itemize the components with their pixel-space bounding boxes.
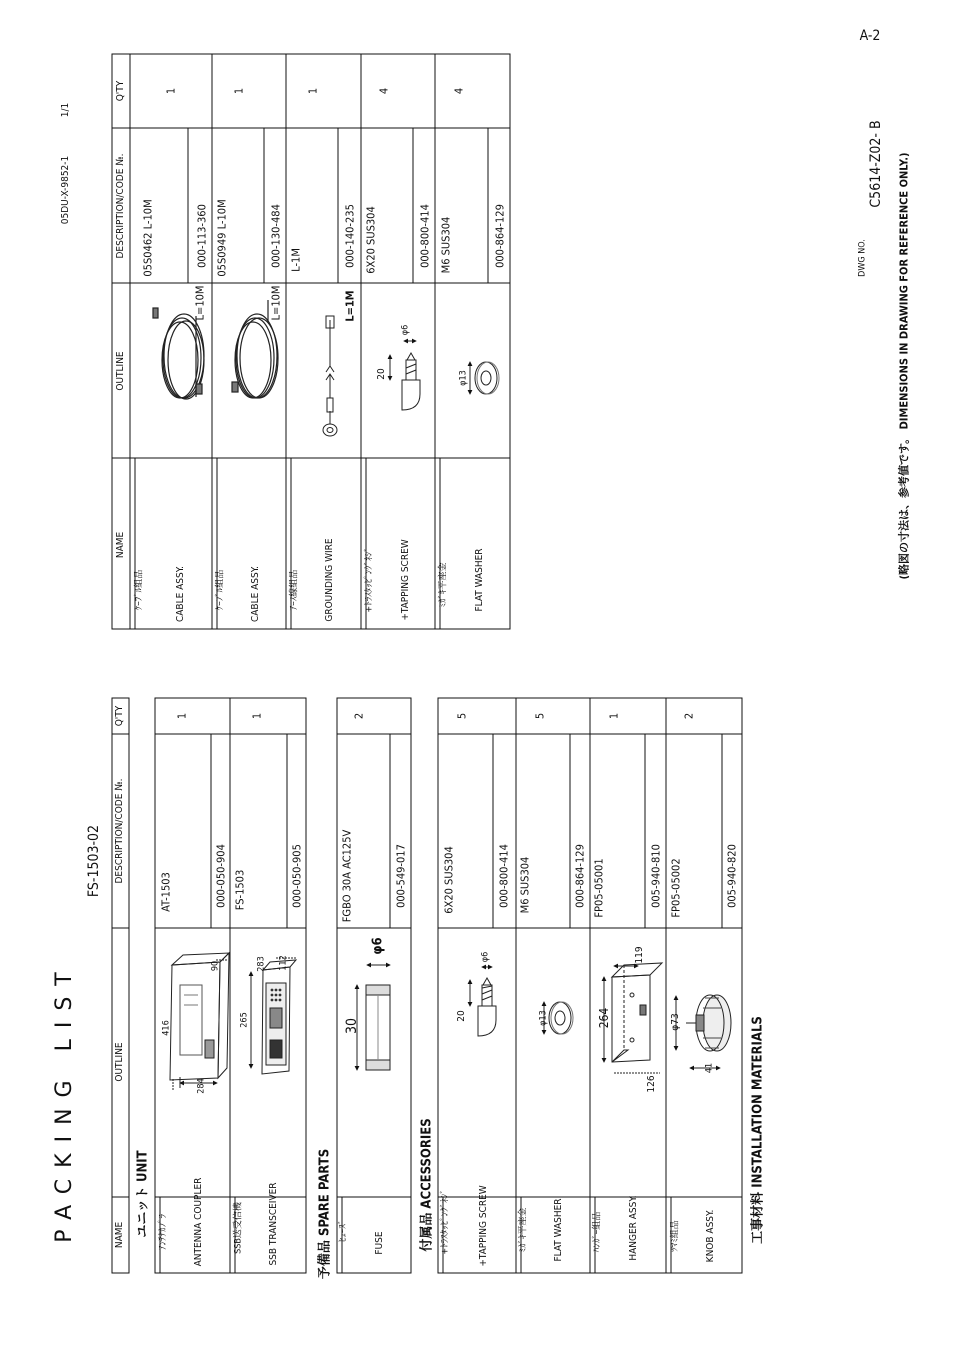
dim-label: φ6 <box>480 951 491 963</box>
doc-page: 1/1 <box>60 102 71 118</box>
right-header-name: NAME <box>115 531 126 559</box>
right-header-outline: OUTLINE <box>115 351 126 391</box>
knob-drawing <box>676 995 731 1068</box>
grounding-wire-drawing <box>323 316 337 436</box>
row-jp-name: ｹｰﾌﾞﾙ組品 <box>134 569 145 611</box>
row-jp-name: ｱｰｽ線組品 <box>289 569 300 611</box>
dim-label: 90 <box>210 960 221 972</box>
row-qty: 1 <box>232 87 246 95</box>
row-desc: M6 SUS304 <box>518 856 532 914</box>
fuse-drawing <box>357 965 390 1070</box>
tapping-screw-right-drawing <box>390 341 420 410</box>
row-qty: 2 <box>682 712 696 720</box>
row-name: HANGER ASSY. <box>628 1195 639 1261</box>
header-name: NAME <box>114 1221 125 1249</box>
row-qty: 1 <box>250 712 264 720</box>
dim-label: φ6 <box>370 937 386 955</box>
dim-label: 265 <box>239 1012 250 1028</box>
row-jp-name: +ﾄﾗｽﾀｯﾋﾟﾝｸﾞﾈｼﾞ <box>364 547 375 613</box>
row-code: 000-800-414 <box>418 204 432 268</box>
row-desc: FP05-05001 <box>592 858 606 918</box>
dwg-no-label: DWG NO. <box>857 239 868 277</box>
row-name: FLAT WASHER <box>553 1198 564 1262</box>
row-jp-name: ﾊﾝｶﾞｰ組品 <box>592 1211 603 1253</box>
row-qty: 5 <box>455 712 469 720</box>
dim-label: L=10M <box>193 285 207 321</box>
doc-code: 05DU-X-9852-1 <box>60 155 71 225</box>
dim-label: φ73 <box>670 1013 681 1031</box>
row-desc: FGBO 30A AC125V <box>340 829 354 923</box>
row-qty: 5 <box>533 712 547 720</box>
flat-washer-right-drawing <box>470 362 499 394</box>
dim-label: L=10M <box>269 285 283 321</box>
row-jp-name: ﾐｶﾞｷ平座金 <box>518 1207 529 1253</box>
row-code: 000-800-414 <box>497 844 511 908</box>
row-code: 000-864-129 <box>493 204 507 268</box>
dim-label: 20 <box>376 368 387 380</box>
row-desc: 6X20 SUS304 <box>442 846 456 914</box>
reference-note: (略図の寸法は、参考値です。 DIMENSIONS IN DRAWING FOR REFERENCE ONLY.) <box>897 152 911 580</box>
dim-label: 416 <box>161 1020 172 1036</box>
row-jp-name: ﾋｭｰｽﾞ <box>338 1219 349 1243</box>
row-name: +TAPPING SCREW <box>400 539 411 621</box>
dim-label: φ13 <box>458 370 469 386</box>
row-qty: 4 <box>452 87 466 95</box>
header-description: DESCRIPTION/CODE №. <box>114 778 125 884</box>
right-header-qty: Q'TY <box>115 80 126 102</box>
row-name: +TAPPING SCREW <box>478 1185 489 1267</box>
install-heading: 工事材料 INSTALLATION MATERIALS <box>750 1016 766 1244</box>
dim-label: 112 <box>278 955 289 971</box>
row-desc: 05S0462 L-10M <box>141 199 155 277</box>
row-code: 000-050-905 <box>290 844 304 908</box>
row-code: 000-130-484 <box>269 204 283 268</box>
dim-label: 20 <box>456 1010 467 1022</box>
row-name: FUSE <box>374 1231 385 1255</box>
row-jp-name: ｹｰﾌﾞﾙ組品 <box>215 569 226 611</box>
row-code: 000-864-129 <box>573 844 587 908</box>
dim-label: 41 <box>704 1062 715 1074</box>
hanger-drawing <box>604 963 662 1073</box>
section-accessories: 付属品 ACCESSORIES <box>419 1118 435 1252</box>
antenna-coupler-drawing <box>170 953 229 1090</box>
row-desc: AT-1503 <box>159 872 173 912</box>
row-jp-name: SSB送受信機 <box>233 1202 244 1254</box>
cable-assy-1-drawing <box>153 308 204 399</box>
row-code: 005-940-820 <box>725 844 739 908</box>
row-desc: 05S0949 L-10M <box>215 199 229 277</box>
right-table-frame <box>112 54 510 629</box>
page-label: A-2 <box>859 28 881 44</box>
row-qty: 1 <box>175 712 189 720</box>
row-code: 005-940-810 <box>649 844 663 908</box>
dim-label: φ13 <box>538 1010 549 1026</box>
dim-label: 284 <box>196 1078 207 1094</box>
row-qty: 1 <box>607 712 621 720</box>
dim-label: 283 <box>256 956 267 972</box>
dim-label: L=1M <box>343 290 357 322</box>
dwg-no: C5614-Z02- B <box>868 120 884 208</box>
row-name: FLAT WASHER <box>474 548 485 612</box>
dim-label: 30 <box>344 1017 360 1035</box>
row-name: GROUNDING WIRE <box>324 538 335 622</box>
row-qty: 1 <box>306 87 320 95</box>
row-name: ANTENNA COUPLER <box>193 1177 204 1267</box>
dim-label: 264 <box>597 1007 611 1029</box>
header-outline: OUTLINE <box>114 1042 125 1082</box>
row-code: 000-050-904 <box>214 844 228 908</box>
row-code: 000-113-360 <box>195 204 209 268</box>
row-qty: 1 <box>164 87 178 95</box>
row-jp-name: +ﾄﾗｽﾀｯﾋﾟﾝｸﾞﾈｼﾞ <box>440 1189 451 1255</box>
row-name: KNOB ASSY. <box>705 1209 716 1263</box>
row-desc: FS-1503 <box>233 869 247 911</box>
dim-label: 119 <box>634 946 645 964</box>
model-number: FS-1503-02 <box>86 824 102 898</box>
transceiver-drawing <box>251 958 296 1074</box>
header-qty: Q'TY <box>114 705 125 727</box>
row-name: SSB TRANSCEIVER <box>268 1182 279 1266</box>
row-code: 000-140-235 <box>343 204 357 268</box>
row-qty: 4 <box>377 87 391 95</box>
row-desc: L-1M <box>289 248 303 272</box>
page-title: PACKING LIST <box>52 961 77 1243</box>
tapping-screw-drawing <box>470 967 496 1036</box>
row-jp-name: ｱﾝﾃﾅｶﾌﾟﾗ <box>158 1213 169 1251</box>
section-unit: ユニット UNIT <box>135 1150 151 1238</box>
section-spare: 予備品 SPARE PARTS <box>317 1148 333 1280</box>
right-header-description: DESCRIPTION/CODE №. <box>115 153 126 259</box>
dim-label: φ6 <box>400 324 411 336</box>
row-jp-name: ﾂﾏﾐ組品 <box>670 1220 681 1252</box>
row-desc: 6X20 SUS304 <box>364 206 378 274</box>
row-qty: 2 <box>352 712 366 720</box>
row-desc: FP05-05002 <box>669 858 683 918</box>
dim-label: 126 <box>646 1075 657 1093</box>
row-code: 000-549-017 <box>394 844 408 908</box>
row-desc: M6 SUS304 <box>439 216 453 274</box>
row-name: CABLE ASSY. <box>175 565 186 623</box>
row-name: CABLE ASSY. <box>250 565 261 623</box>
row-jp-name: ﾐｶﾞｷ平座金 <box>438 562 449 608</box>
